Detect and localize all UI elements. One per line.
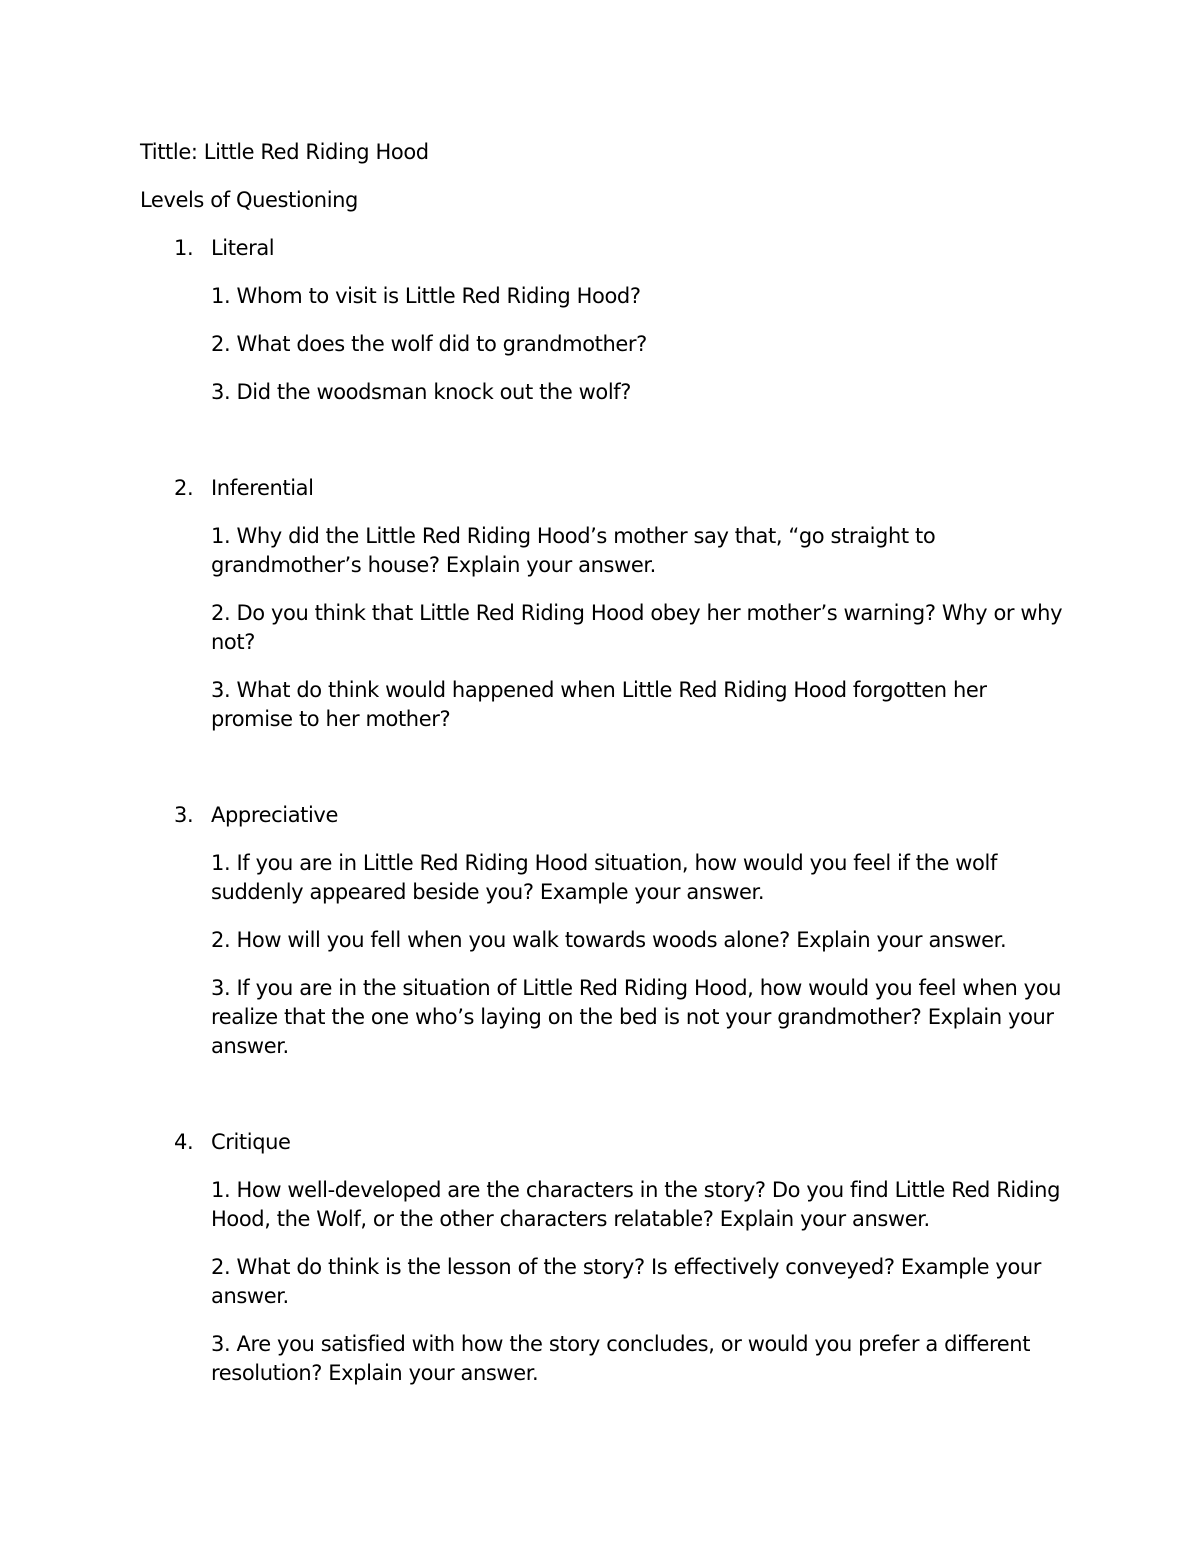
section-appreciative	[140, 801, 1080, 1061]
document-body	[140, 138, 1080, 1407]
section-label: Literal	[211, 236, 275, 260]
section-critique	[140, 1128, 1080, 1388]
question-item: 3. Are you satisfied with how the story concludes, or would you prefer a different resolution? Explain your answer.	[211, 1332, 1031, 1385]
question-item: 1. If you are in Little Red Riding Hood situation, how would you feel if the wolf suddenly appeared beside you? Example your answer.	[211, 851, 997, 904]
question-item: 1. Whom to visit is Little Red Riding Hood?	[211, 284, 641, 308]
section-heading	[140, 801, 1080, 830]
question-item: 2. What do think is the lesson of the story? Is effectively conveyed? Example your answer.	[211, 1255, 1042, 1308]
section-spacer	[140, 1080, 1080, 1128]
question-item: 3. What do think would happened when Little Red Riding Hood forgotten her promise to her mother?	[211, 678, 987, 731]
question-item: 2. What does the wolf did to grandmother?	[211, 332, 647, 356]
section-literal	[140, 234, 1080, 407]
document-subtitle: Levels of Questioning	[140, 188, 358, 212]
question-item: 2. How will you fell when you walk towards woods alone? Explain your answer.	[211, 928, 1007, 952]
section-heading	[140, 234, 1080, 263]
section-label: Critique	[211, 1130, 291, 1154]
section-label: Appreciative	[211, 803, 338, 827]
section-heading	[140, 1128, 1080, 1157]
section-number: 1.	[174, 236, 194, 260]
section-number: 2.	[174, 476, 194, 500]
question-item: 3. If you are in the situation of Little Red Riding Hood, how would you feel when you realize that the one who’s laying on the bed is not your grandmother? Explain your answer.	[211, 976, 1062, 1058]
section-spacer	[140, 753, 1080, 801]
section-heading	[140, 474, 1080, 503]
section-number: 3.	[174, 803, 194, 827]
section-spacer	[140, 426, 1080, 474]
section-inferential	[140, 474, 1080, 734]
section-label: Inferential	[211, 476, 314, 500]
section-number: 4.	[174, 1130, 194, 1154]
question-item: 2. Do you think that Little Red Riding Hood obey her mother’s warning? Why or why not?	[211, 601, 1063, 654]
question-item: 1. How well-developed are the characters in the story? Do you find Little Red Riding Hood, the Wolf, or the other characters relatable? Explain your answer.	[211, 1178, 1061, 1231]
question-item: 1. Why did the Little Red Riding Hood’s mother say that, “go straight to grandmother’s house? Explain your answer.	[211, 524, 936, 577]
document-title: Tittle: Little Red Riding Hood	[140, 140, 429, 164]
question-item: 3. Did the woodsman knock out the wolf?	[211, 380, 632, 404]
